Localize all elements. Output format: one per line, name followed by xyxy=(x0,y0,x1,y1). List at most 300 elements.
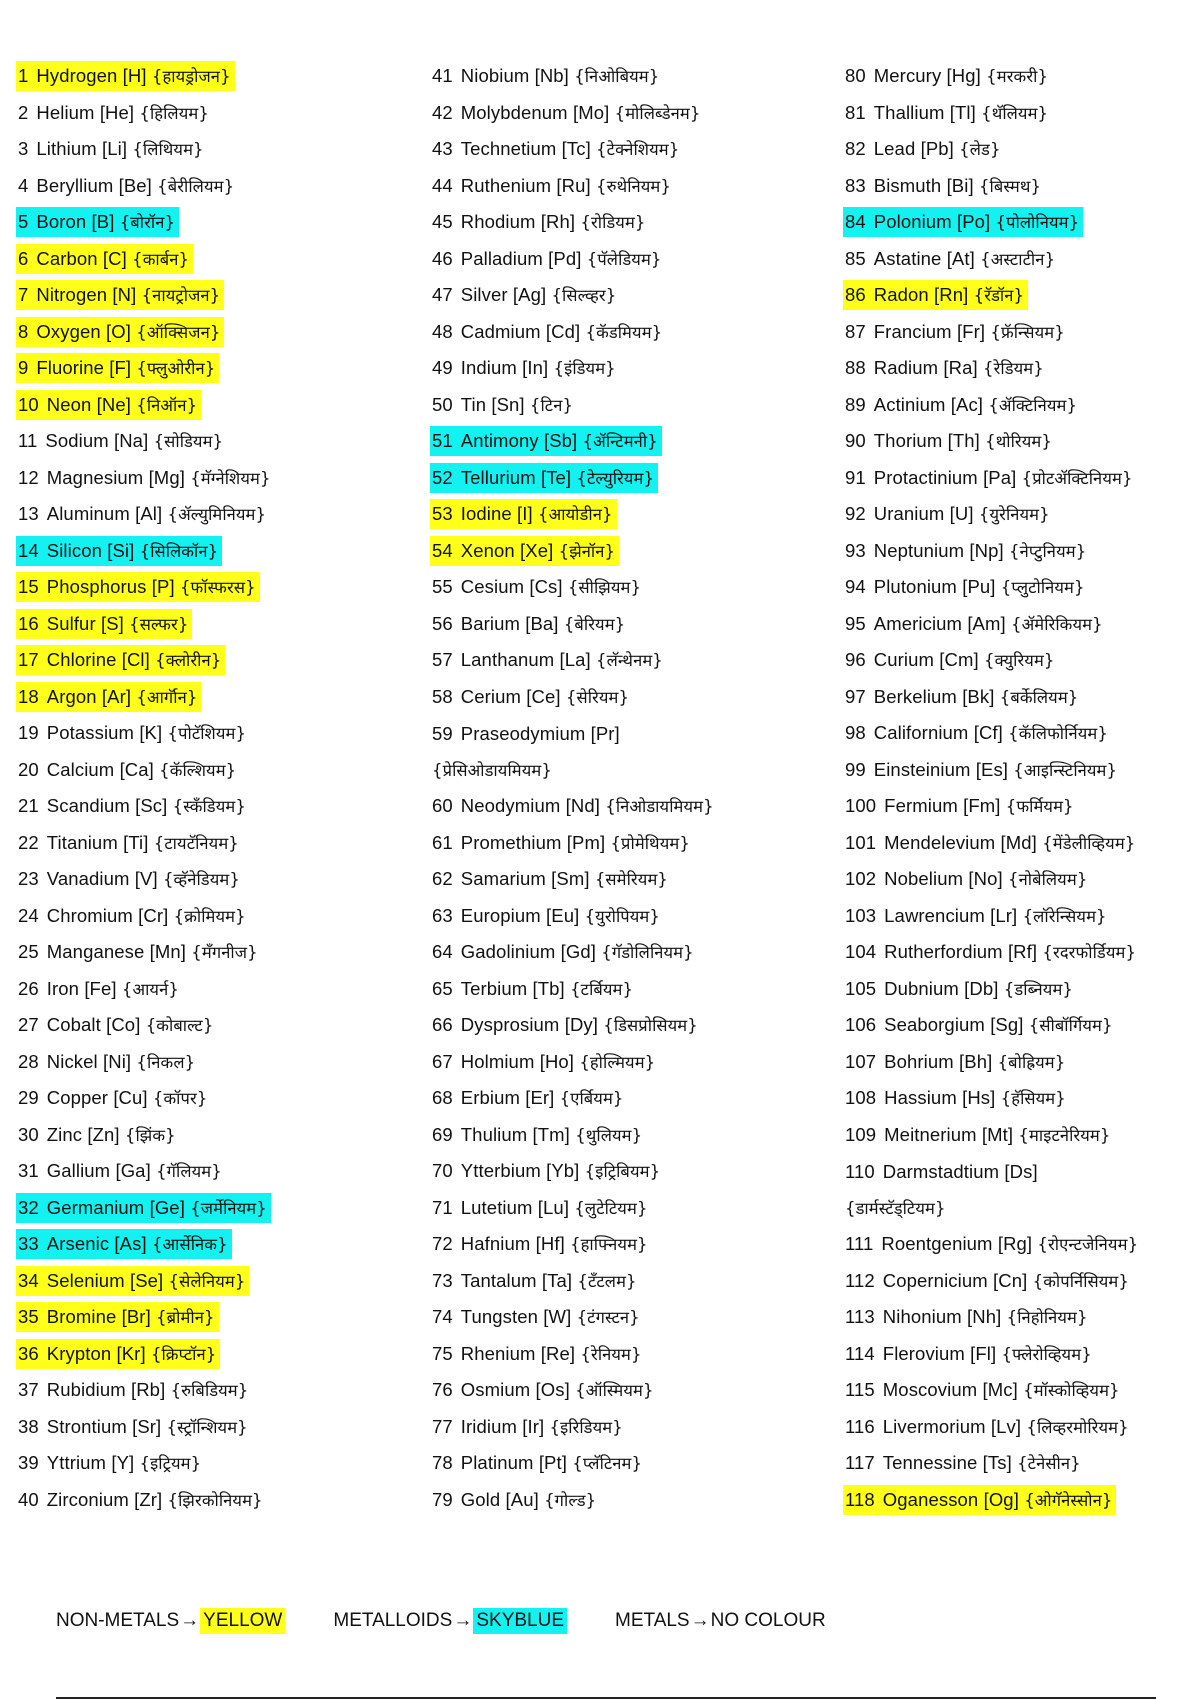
element-name: Lanthanum xyxy=(460,649,555,671)
element-number: 55 xyxy=(432,576,453,598)
element-hindi-name: {कॉपर} xyxy=(152,1089,208,1109)
element-entry xyxy=(430,207,650,237)
element-hindi-name: {आयोडीन} xyxy=(538,505,613,525)
element-hindi-name: {निहोनियम} xyxy=(1006,1308,1088,1328)
element-number: 59 xyxy=(432,722,453,744)
element-entry xyxy=(16,1339,220,1369)
element-hindi-name: {हिलियम} xyxy=(139,103,209,123)
element-number: 8 xyxy=(18,320,29,342)
element-hindi-name: {टॅंटलम} xyxy=(577,1271,637,1291)
element-number: 43 xyxy=(432,138,453,160)
element-name: Flerovium xyxy=(882,1342,965,1364)
element-symbol: [Zr] xyxy=(134,1488,163,1510)
element-hindi-name: {क्रिप्टॉन} xyxy=(150,1344,217,1364)
element-entry xyxy=(430,98,704,128)
element-hindi-name: {समेरियम} xyxy=(594,870,669,890)
element-hindi-name: {कार्बन} xyxy=(132,249,190,269)
element-hindi-name: {क्लोरीन} xyxy=(155,651,222,671)
element-name: Nihonium xyxy=(882,1306,962,1328)
element-entry xyxy=(843,353,1048,383)
element-row xyxy=(843,1445,1142,1482)
element-symbol: [Fr] xyxy=(956,320,986,342)
element-symbol: [Au] xyxy=(505,1488,539,1510)
element-row xyxy=(843,131,1142,168)
element-name: Curium xyxy=(873,649,935,671)
element-number: 67 xyxy=(432,1050,453,1072)
element-entry xyxy=(16,1266,249,1296)
element-number: 41 xyxy=(432,65,453,87)
element-hindi-name: {हॅसियम} xyxy=(1000,1089,1066,1109)
element-row xyxy=(16,460,275,497)
element-entry xyxy=(16,682,201,712)
element-entry xyxy=(16,1485,267,1515)
element-number: 57 xyxy=(432,649,453,671)
element-number: 4 xyxy=(18,174,29,196)
element-entry xyxy=(16,426,227,456)
element-symbol: [Hf] xyxy=(535,1233,565,1255)
element-entry xyxy=(16,353,219,383)
element-name: Dubnium xyxy=(884,977,959,999)
element-name: Protactinium xyxy=(873,466,978,488)
element-symbol: [Ge] xyxy=(149,1196,185,1218)
element-hindi-name: {थोरियम} xyxy=(985,432,1052,452)
element-number: 79 xyxy=(432,1488,453,1510)
element-name: Neptunium xyxy=(873,539,965,561)
element-hindi-name: {गॅलियम} xyxy=(156,1162,222,1182)
element-number: 6 xyxy=(18,247,29,269)
element-hindi-name: {इंडियम} xyxy=(553,359,616,379)
element-row xyxy=(16,1482,275,1519)
element-name: Thulium xyxy=(460,1123,528,1145)
element-number: 62 xyxy=(432,868,453,890)
element-number: 93 xyxy=(845,539,866,561)
element-hindi-name: {नोबेलियम} xyxy=(1007,870,1088,890)
element-name: Silver xyxy=(460,284,508,306)
element-name: Cerium xyxy=(460,685,522,707)
element-entry xyxy=(843,390,1081,420)
element-symbol: [Lu] xyxy=(537,1196,570,1218)
element-entry xyxy=(843,499,1054,529)
element-symbol: [Os] xyxy=(535,1379,570,1401)
element-name: Hassium xyxy=(884,1087,957,1109)
element-hindi-name: {नेप्टुनियम} xyxy=(1009,541,1087,561)
element-symbol: [P] xyxy=(151,576,175,598)
element-row xyxy=(16,241,275,278)
element-name: Xenon xyxy=(460,539,515,561)
element-number: 23 xyxy=(18,868,39,890)
element-entry xyxy=(430,901,664,931)
element-name: Krypton xyxy=(46,1342,112,1364)
element-hindi-name: {मॅग्नेशियम} xyxy=(190,468,271,488)
element-symbol: [He] xyxy=(99,101,135,123)
element-row xyxy=(430,314,718,351)
element-entry xyxy=(16,280,224,310)
element-entry xyxy=(430,755,556,785)
element-entry xyxy=(430,1010,702,1040)
element-row xyxy=(16,569,275,606)
element-hindi-name: {रोडियम} xyxy=(580,213,646,233)
element-row xyxy=(430,971,718,1008)
element-symbol: [Fm] xyxy=(963,795,1001,817)
element-hindi-name: {हायड्रोजन} xyxy=(151,67,231,87)
element-number: 9 xyxy=(18,357,29,379)
element-name: Titanium xyxy=(46,831,118,853)
element-entry xyxy=(430,390,577,420)
element-name: Tantalum xyxy=(460,1269,537,1291)
legend-nonmetals xyxy=(56,1608,285,1634)
element-row xyxy=(16,898,275,935)
element-hindi-name: {सिलिकॉन} xyxy=(139,541,219,561)
element-number: 19 xyxy=(18,722,39,744)
element-hindi-name: {फ्लुओरीन} xyxy=(136,359,216,379)
element-symbol: [Cu] xyxy=(113,1087,148,1109)
element-entry xyxy=(430,1193,652,1223)
element-symbol: [Mn] xyxy=(149,941,187,963)
element-entry xyxy=(430,244,666,274)
element-number: 24 xyxy=(18,904,39,926)
element-entry xyxy=(843,1266,1133,1296)
element-number: 109 xyxy=(845,1123,877,1145)
element-symbol: [Pa] xyxy=(983,466,1017,488)
element-name: Oganesson xyxy=(882,1488,979,1510)
element-number: 104 xyxy=(845,941,877,963)
element-entry xyxy=(16,244,193,274)
element-entry xyxy=(843,901,1111,931)
element-entry xyxy=(16,207,179,237)
element-symbol: [Li] xyxy=(101,138,128,160)
element-row xyxy=(16,277,275,314)
element-row xyxy=(16,1409,275,1446)
element-symbol: [Kr] xyxy=(116,1342,146,1364)
element-entry xyxy=(843,244,1059,274)
element-entry xyxy=(430,1375,658,1405)
element-entry xyxy=(430,791,718,821)
element-number: 111 xyxy=(845,1233,874,1255)
element-symbol: [Sn] xyxy=(491,393,525,415)
element-symbol: [Ac] xyxy=(950,393,984,415)
element-entry xyxy=(16,1120,180,1150)
element-hindi-name: {माइटनेरियम} xyxy=(1018,1125,1111,1145)
element-number: 13 xyxy=(18,503,39,525)
element-symbol: [Eu] xyxy=(546,904,580,926)
element-name: Nickel xyxy=(46,1050,98,1072)
element-hindi-name: {मॅंगनीज} xyxy=(191,943,258,963)
element-entry xyxy=(430,1412,627,1442)
element-hindi-name: {जर्मेनियम} xyxy=(190,1198,267,1218)
element-symbol: [Lv] xyxy=(990,1415,1022,1437)
element-name: Francium xyxy=(873,320,952,342)
element-entry xyxy=(430,280,620,310)
element-number: 7 xyxy=(18,284,29,306)
element-name: Rhodium xyxy=(460,211,536,233)
element-symbol: [Nh] xyxy=(967,1306,1002,1328)
element-hindi-name: {रॅडॉन} xyxy=(973,286,1025,306)
element-hindi-name: {डिसप्रोसियम} xyxy=(603,1016,698,1036)
element-number: 51 xyxy=(432,430,453,452)
element-symbol: [Cl] xyxy=(121,649,150,671)
element-entry xyxy=(430,609,629,639)
element-symbol: [Ts] xyxy=(982,1452,1012,1474)
element-number: 35 xyxy=(18,1306,39,1328)
element-entry xyxy=(843,317,1069,347)
element-entry xyxy=(843,1485,1116,1515)
element-symbol: [Tm] xyxy=(532,1123,570,1145)
element-number: 20 xyxy=(18,758,39,780)
element-row xyxy=(16,168,275,205)
element-row xyxy=(16,1044,275,1081)
element-entry xyxy=(843,426,1056,456)
element-row xyxy=(843,1044,1142,1081)
element-name: Fermium xyxy=(884,795,958,817)
element-entry xyxy=(430,463,658,493)
element-name: Radon xyxy=(873,284,929,306)
element-hindi-name: {निऑन} xyxy=(136,395,198,415)
element-row xyxy=(430,204,718,241)
element-row xyxy=(430,679,718,716)
element-entry xyxy=(16,609,192,639)
element-entry xyxy=(843,937,1140,967)
element-entry xyxy=(430,682,633,712)
element-row xyxy=(843,971,1142,1008)
element-symbol: [Db] xyxy=(964,977,999,999)
element-row xyxy=(430,1372,718,1409)
element-row xyxy=(430,1044,718,1081)
element-name: Darmstadtium xyxy=(882,1160,1000,1182)
element-hindi-name: {अस्टाटीन} xyxy=(980,249,1056,269)
element-symbol: [S] xyxy=(100,612,124,634)
element-entry xyxy=(843,1448,1085,1478)
element-number: 101 xyxy=(845,831,877,853)
element-hindi-name: {सीबॉर्गियम} xyxy=(1028,1016,1113,1036)
element-entry xyxy=(430,536,619,566)
element-hindi-name: {कॅडमियम} xyxy=(585,322,663,342)
element-entry xyxy=(16,864,244,894)
element-hindi-name: {कोपर्निसियम} xyxy=(1032,1271,1130,1291)
element-number: 52 xyxy=(432,466,453,488)
element-hindi-name: {क्रोमियम} xyxy=(173,906,246,926)
element-name: Nobelium xyxy=(884,868,964,890)
element-symbol: [Al] xyxy=(135,503,163,525)
element-row xyxy=(430,1153,718,1190)
element-name: Neon xyxy=(46,393,92,415)
element-row xyxy=(16,1007,275,1044)
arrow-right-icon: → xyxy=(453,1610,473,1631)
element-number: 14 xyxy=(18,539,39,561)
element-symbol: [W] xyxy=(543,1306,572,1328)
element-number: 91 xyxy=(845,466,866,488)
element-name: Tin xyxy=(460,393,487,415)
element-hindi-name: {झेनॉन} xyxy=(558,541,616,561)
element-row xyxy=(843,825,1142,862)
element-entry xyxy=(843,463,1137,493)
element-hindi-name: {इट्रिबियम} xyxy=(584,1162,661,1182)
element-entry xyxy=(16,171,238,201)
element-entry xyxy=(430,61,663,91)
element-row xyxy=(430,277,718,314)
element-entry xyxy=(843,207,1083,237)
element-name: Calcium xyxy=(46,758,115,780)
element-row xyxy=(843,314,1142,351)
element-symbol: [Yb] xyxy=(546,1160,580,1182)
element-row xyxy=(843,168,1142,205)
element-entry xyxy=(430,499,617,529)
element-number: 69 xyxy=(432,1123,453,1145)
element-number: 38 xyxy=(18,1415,39,1437)
element-row xyxy=(430,642,718,679)
element-number: 61 xyxy=(432,831,453,853)
element-entry xyxy=(430,1156,664,1186)
element-symbol: [Nb] xyxy=(534,65,569,87)
element-row xyxy=(843,204,1142,241)
element-row xyxy=(843,387,1142,424)
element-symbol: [F] xyxy=(109,357,132,379)
element-entry xyxy=(843,755,1121,785)
element-name: Ruthenium xyxy=(460,174,552,196)
element-number: 94 xyxy=(845,576,866,598)
element-symbol: [Rf] xyxy=(1007,941,1038,963)
element-symbol: [Ds] xyxy=(1004,1160,1038,1182)
column-2 xyxy=(430,58,718,1518)
element-hindi-name: {टेनेसीन} xyxy=(1017,1454,1081,1474)
element-hindi-name: {पोटॅशियम} xyxy=(167,724,247,744)
element-symbol: [Bi] xyxy=(946,174,974,196)
element-row xyxy=(843,642,1142,679)
element-entry xyxy=(16,718,250,748)
element-symbol: [N] xyxy=(112,284,137,306)
element-number: 92 xyxy=(845,503,866,525)
element-entry xyxy=(16,1375,252,1405)
element-entry xyxy=(843,974,1077,1004)
element-symbol: [Nd] xyxy=(565,795,600,817)
element-hindi-name: {लॅन्थेनम} xyxy=(596,651,663,671)
element-name: Plutonium xyxy=(873,576,957,598)
element-row xyxy=(430,1117,718,1154)
element-entry xyxy=(843,682,1082,712)
element-symbol: [O] xyxy=(106,320,131,342)
element-hindi-name: {प्रेसिओडायमियम} xyxy=(432,760,552,780)
element-hindi-name: {लुटेटियम} xyxy=(574,1198,648,1218)
legend xyxy=(56,1608,874,1634)
element-entry xyxy=(430,828,694,858)
element-name: Meitnerium xyxy=(884,1123,977,1145)
element-row xyxy=(430,1007,718,1044)
element-number: 102 xyxy=(845,868,877,890)
element-entry xyxy=(843,828,1139,858)
element-name: Zirconium xyxy=(46,1488,129,1510)
element-name: Scandium xyxy=(46,795,130,817)
element-number: 118 xyxy=(845,1488,875,1510)
element-name: Chlorine xyxy=(46,649,117,671)
element-entry xyxy=(16,499,270,529)
element-symbol: [Y] xyxy=(111,1452,135,1474)
element-entry xyxy=(843,1375,1124,1405)
element-row xyxy=(843,496,1142,533)
element-name: Molybdenum xyxy=(460,101,568,123)
element-name: Niobium xyxy=(460,65,530,87)
element-name: Hydrogen xyxy=(36,65,118,87)
element-name: Tennessine xyxy=(882,1452,978,1474)
element-entry xyxy=(843,1083,1070,1113)
element-hindi-name: {ॲमेरिकियम} xyxy=(1011,614,1103,634)
element-hindi-name: {मेंडेलीव्हियम} xyxy=(1042,833,1136,853)
element-symbol: [Sc] xyxy=(135,795,168,817)
element-entry xyxy=(16,828,243,858)
element-hindi-name: {प्रोमेथियम} xyxy=(610,833,690,853)
element-hindi-name: {ॲल्युमिनियम} xyxy=(167,505,267,525)
element-symbol: [Po] xyxy=(956,211,991,233)
element-row xyxy=(16,350,275,387)
element-entry xyxy=(16,463,275,493)
element-name: Copernicium xyxy=(882,1269,988,1291)
element-row xyxy=(843,241,1142,278)
element-row xyxy=(430,58,718,95)
element-symbol: [Og] xyxy=(983,1488,1019,1510)
element-row xyxy=(430,752,718,789)
element-number: 116 xyxy=(845,1415,875,1437)
element-name: Thorium xyxy=(873,430,943,452)
element-hindi-name: {ओगॅनेस्सोन} xyxy=(1024,1490,1113,1510)
element-entry xyxy=(16,791,250,821)
element-name: Selenium xyxy=(46,1269,125,1291)
element-row xyxy=(843,606,1142,643)
element-hindi-name: {निकल} xyxy=(136,1052,196,1072)
legend-metalloids-label: METALLOIDS xyxy=(333,1610,453,1631)
element-number: 110 xyxy=(845,1160,875,1182)
element-entry xyxy=(16,1010,217,1040)
element-symbol: [Zn] xyxy=(87,1123,120,1145)
element-name: Gadolinium xyxy=(460,941,556,963)
element-entry xyxy=(843,134,1005,164)
element-number: 1 xyxy=(18,65,29,87)
element-row xyxy=(16,861,275,898)
element-symbol: [U] xyxy=(949,503,974,525)
element-entry xyxy=(16,134,208,164)
element-symbol: [Ba] xyxy=(525,612,559,634)
element-symbol: [Be] xyxy=(118,174,152,196)
element-hindi-name: {थॅलियम} xyxy=(981,103,1049,123)
element-number: 50 xyxy=(432,393,453,415)
element-symbol: [Rg] xyxy=(997,1233,1033,1255)
element-number: 97 xyxy=(845,685,866,707)
element-number: 64 xyxy=(432,941,453,963)
element-symbol: [H] xyxy=(122,65,147,87)
element-hindi-name: {टायटॅनियम} xyxy=(153,833,239,853)
element-hindi-name: {पोलोनियम} xyxy=(995,213,1080,233)
element-hindi-name: {पॅलेडियम} xyxy=(586,249,662,269)
element-symbol: [Tc] xyxy=(561,138,591,160)
element-name: Seaborgium xyxy=(884,1014,985,1036)
element-number: 33 xyxy=(18,1233,39,1255)
element-number: 95 xyxy=(845,612,866,634)
element-row xyxy=(16,533,275,570)
element-name: Osmium xyxy=(460,1379,531,1401)
element-hindi-name: {रदरफोर्डियम} xyxy=(1042,943,1137,963)
element-symbol: [No] xyxy=(968,868,1003,890)
element-number: 114 xyxy=(845,1342,875,1364)
element-row xyxy=(430,533,718,570)
element-entry xyxy=(843,1302,1092,1332)
element-symbol: [Ca] xyxy=(119,758,154,780)
element-row xyxy=(843,423,1142,460)
element-name: Tungsten xyxy=(460,1306,539,1328)
element-name: Argon xyxy=(46,685,97,707)
element-number: 90 xyxy=(845,430,866,452)
element-row xyxy=(16,788,275,825)
element-hindi-name: {झिंक} xyxy=(124,1125,176,1145)
element-row xyxy=(843,1409,1142,1446)
element-entry xyxy=(16,974,183,1004)
element-hindi-name: {स्ट्रॉन्शियम} xyxy=(166,1417,248,1437)
